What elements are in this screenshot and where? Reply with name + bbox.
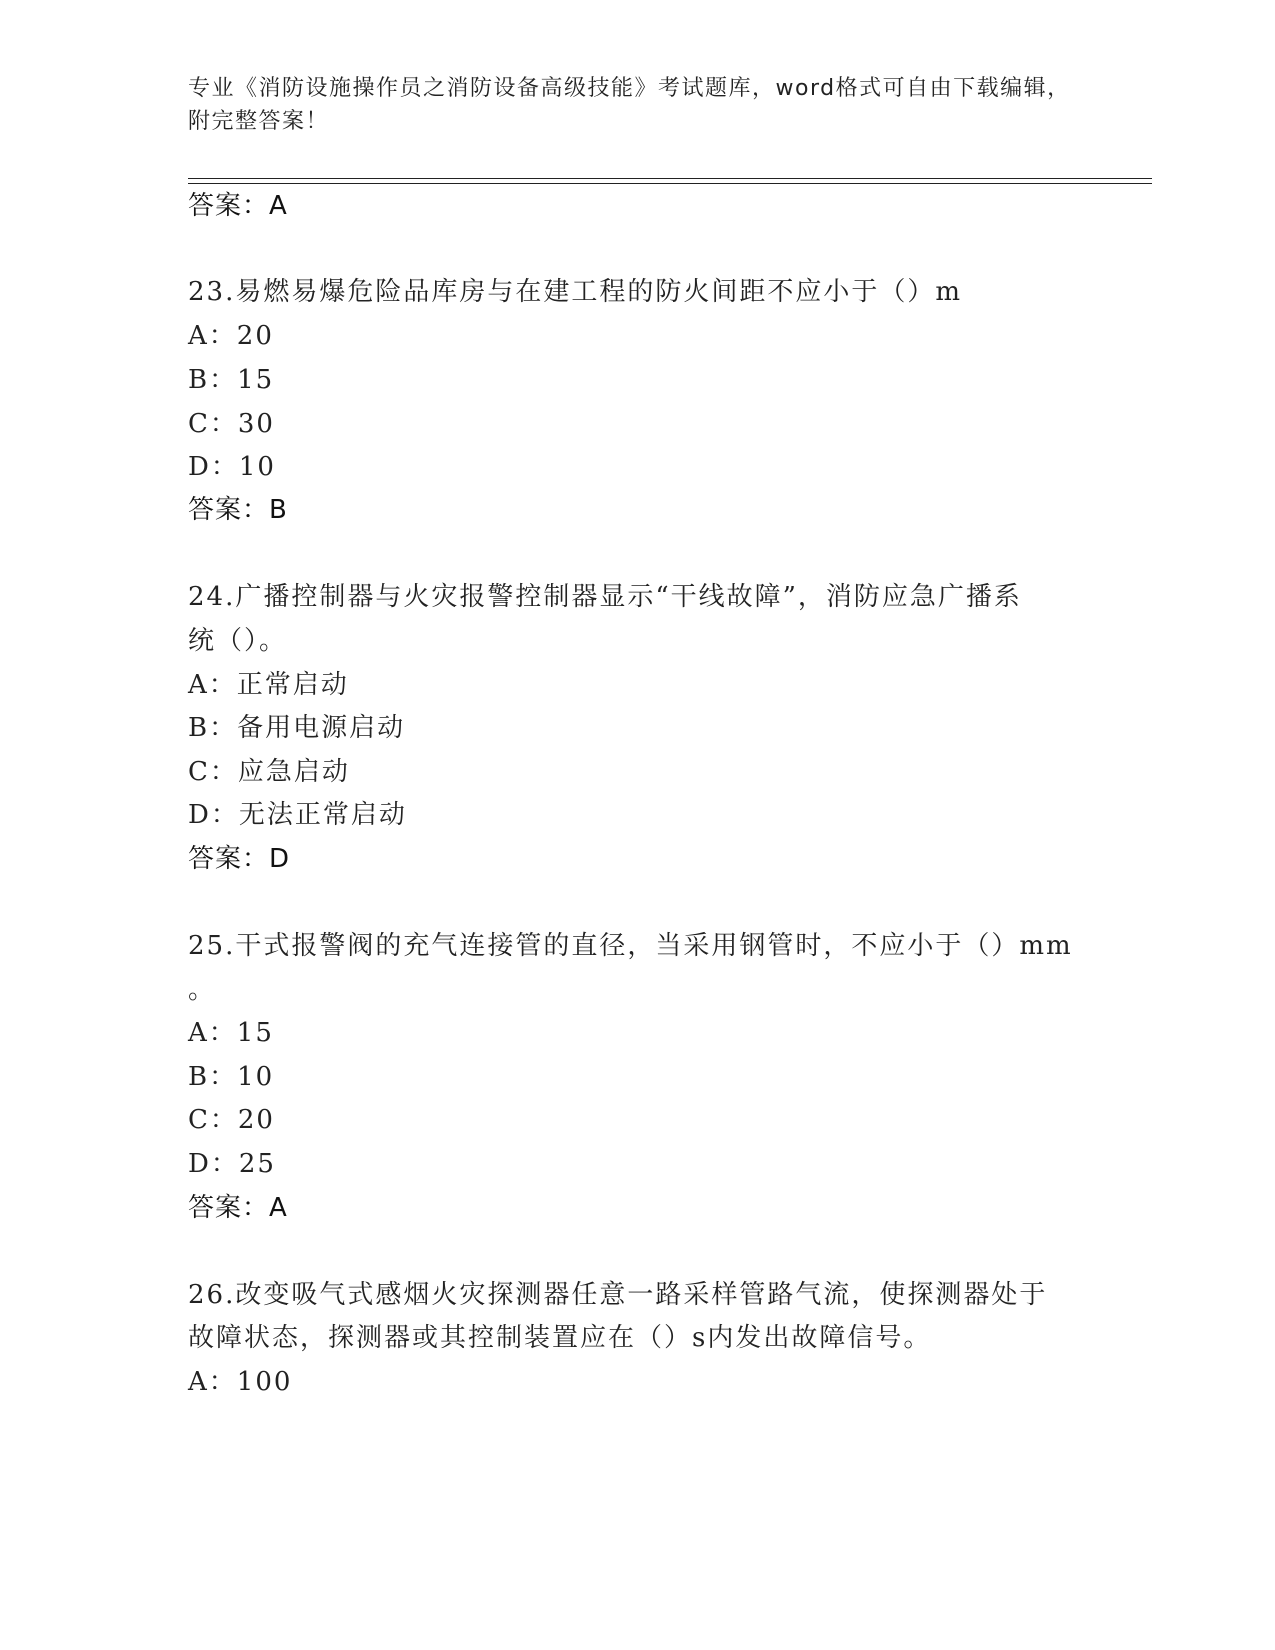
- question-stem: 。: [188, 975, 217, 1005]
- question-option: C：30: [188, 409, 275, 439]
- answer-line: 答案：A: [188, 191, 288, 221]
- question-option: A：正常启动: [188, 670, 349, 700]
- question-stem: 25.干式报警阀的充气连接管的直径，当采用钢管时，不应小于（）mm: [188, 931, 1073, 961]
- answer-line: 答案：A: [188, 1193, 288, 1223]
- question-stem: 故障状态，探测器或其控制装置应在（）s内发出故障信号。: [188, 1323, 932, 1353]
- question-option: A：20: [188, 321, 274, 351]
- question-option: B：备用电源启动: [188, 713, 406, 743]
- header-divider-bottom: [188, 183, 1152, 184]
- question-stem: 统（）。: [188, 626, 288, 656]
- question-option: D：10: [188, 452, 276, 482]
- header-divider-top: [188, 178, 1152, 179]
- question-option: C：20: [188, 1105, 275, 1135]
- document-header: 专业《消防设施操作员之消防设备高级技能》考试题库，word格式可自由下载编辑，附完整答案！: [188, 76, 1071, 134]
- question-option: D：25: [188, 1149, 276, 1179]
- answer-line: 答案：B: [188, 495, 288, 525]
- question-option: D：无法正常启动: [188, 800, 407, 830]
- question-option: A：15: [188, 1018, 274, 1048]
- question-option: A：100: [188, 1367, 293, 1397]
- question-stem: 23.易燃易爆危险品库房与在建工程的防火间距不应小于（）m: [188, 277, 963, 307]
- question-option: B：10: [188, 1062, 275, 1092]
- question-stem: 24.广播控制器与火灾报警控制器显示“干线故障”，消防应急广播系: [188, 582, 1022, 612]
- question-stem: 26.改变吸气式感烟火灾探测器任意一路采样管路气流，使探测器处于: [188, 1280, 1048, 1310]
- answer-line: 答案：D: [188, 844, 291, 874]
- question-option: C：应急启动: [188, 757, 350, 787]
- question-option: B：15: [188, 365, 275, 395]
